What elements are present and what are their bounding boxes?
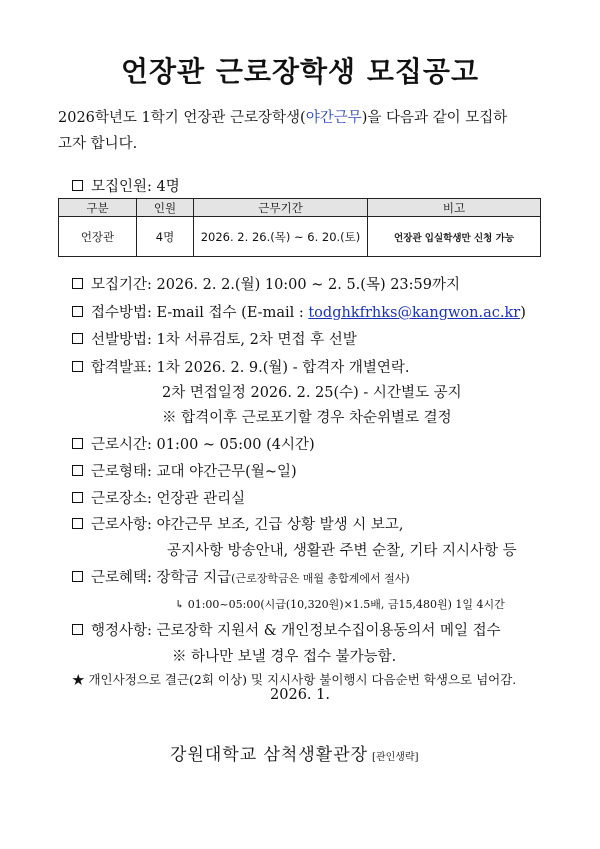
- star-notice: ★ 개인사정으로 결근(2회 이상) 및 지시사항 불이행시 다음순번 학생으로 넘어감.: [72, 672, 517, 687]
- item-period: [72, 273, 460, 294]
- checkbox-icon: [72, 571, 83, 582]
- col-header: 인원: [137, 199, 194, 217]
- cell-period: 2026. 2. 26.(목) ~ 6. 20.(토): [194, 217, 368, 257]
- checkbox-icon: [72, 333, 83, 344]
- item-type: [72, 460, 297, 481]
- issuer: [170, 740, 419, 765]
- cell-category: 언장관: [59, 217, 137, 257]
- item-duty: [72, 513, 404, 534]
- checkbox-icon: [72, 180, 83, 191]
- checkbox-icon: [72, 465, 83, 476]
- result-text-1: 합격발표: 1차 2026. 2. 9.(월) - 합격자 개별연락.: [91, 360, 410, 376]
- recruit-label: 모집인원:: [91, 179, 152, 195]
- notice-date: 2026. 1.: [270, 687, 330, 703]
- admin-text-1: 행정사항: 근로장학 지원서 & 개인정보수집이용동의서 메일 접수: [91, 623, 501, 639]
- selection-text: 선발방법: 1차 서류검토, 2차 면접 후 선발: [91, 332, 357, 348]
- cell-count: 4명: [137, 217, 194, 257]
- night-shift-highlight: 야간근무: [305, 110, 362, 126]
- item-apply: [72, 301, 526, 322]
- hours-text: 근로시간: 01:00 ~ 05:00 (4시간): [91, 437, 315, 453]
- item-selection: [72, 328, 357, 349]
- col-header: 근무기간: [194, 199, 368, 217]
- type-text: 근로형태: 교대 야간근무(월~일): [91, 464, 297, 480]
- table-row: [59, 217, 541, 257]
- recruit-count: [72, 175, 180, 196]
- cell-note: 언장관 입실학생만 신청 가능: [368, 217, 541, 257]
- issuer-name: 강원대학교 삼척생활관장: [170, 745, 369, 765]
- intro-text: 2026학년도 1학기 언장관 근로장학생(: [58, 110, 306, 126]
- intro-line-1: [58, 106, 507, 127]
- item-benefit: [72, 566, 410, 587]
- checkbox-icon: [72, 518, 83, 529]
- duty-text-2: 공지사항 방송안내, 생활관 주변 순찰, 기타 지시사항 등: [167, 543, 517, 559]
- item-place: [72, 487, 245, 508]
- checkbox-icon: [72, 624, 83, 635]
- period-text: 모집기간: 2026. 2. 2.(월) 10:00 ~ 2. 5.(목) 23:59까지: [91, 277, 461, 293]
- checkbox-icon: [72, 438, 83, 449]
- intro-text: )을 다음과 같이 모집하: [361, 110, 508, 126]
- checkbox-icon: [72, 361, 83, 372]
- benefit-detail: ↳ 01:00~05:00(시급(10,320원)×1.5배, 금15,480원) 1일 4시간: [175, 598, 505, 611]
- item-admin: [72, 619, 501, 640]
- checkbox-icon: [72, 306, 83, 317]
- admin-note: ※ 하나만 보낼 경우 접수 불가능함.: [172, 649, 397, 665]
- col-header: 비고: [368, 199, 541, 217]
- email-link[interactable]: todghkfrhks@kangwon.ac.kr: [308, 305, 521, 321]
- checkbox-icon: [72, 492, 83, 503]
- col-header: 구분: [59, 199, 137, 217]
- item-result: [72, 356, 409, 377]
- table-header-row: [59, 199, 541, 217]
- place-text: 근로장소: 언장관 관리실: [91, 491, 246, 507]
- page-title: 언장관 근로장학생 모집공고: [120, 55, 480, 88]
- item-hours: [72, 433, 315, 454]
- benefit-note: (근로장학금은 매월 총합계에서 절사): [231, 572, 410, 585]
- checkbox-icon: [72, 278, 83, 289]
- schedule-table: [58, 198, 541, 257]
- result-text-2: 2차 면접일정 2026. 2. 25(수) - 시간별도 공지: [162, 385, 462, 401]
- duty-text-1: 근로사항: 야간근무 보조, 긴급 상황 발생 시 보고,: [91, 517, 404, 533]
- benefit-text: 근로혜택: 장학금 지급: [91, 570, 232, 586]
- apply-text: 접수방법: E-mail 접수 (E-mail :: [91, 305, 309, 321]
- seal-omitted: [관인생략]: [372, 752, 419, 763]
- apply-text-end: ): [520, 305, 526, 321]
- result-note: ※ 합격이후 근로포기할 경우 차순위별로 결정: [162, 410, 452, 426]
- intro-line-2: 고자 합니다.: [58, 136, 138, 152]
- recruit-value: 4명: [156, 179, 180, 195]
